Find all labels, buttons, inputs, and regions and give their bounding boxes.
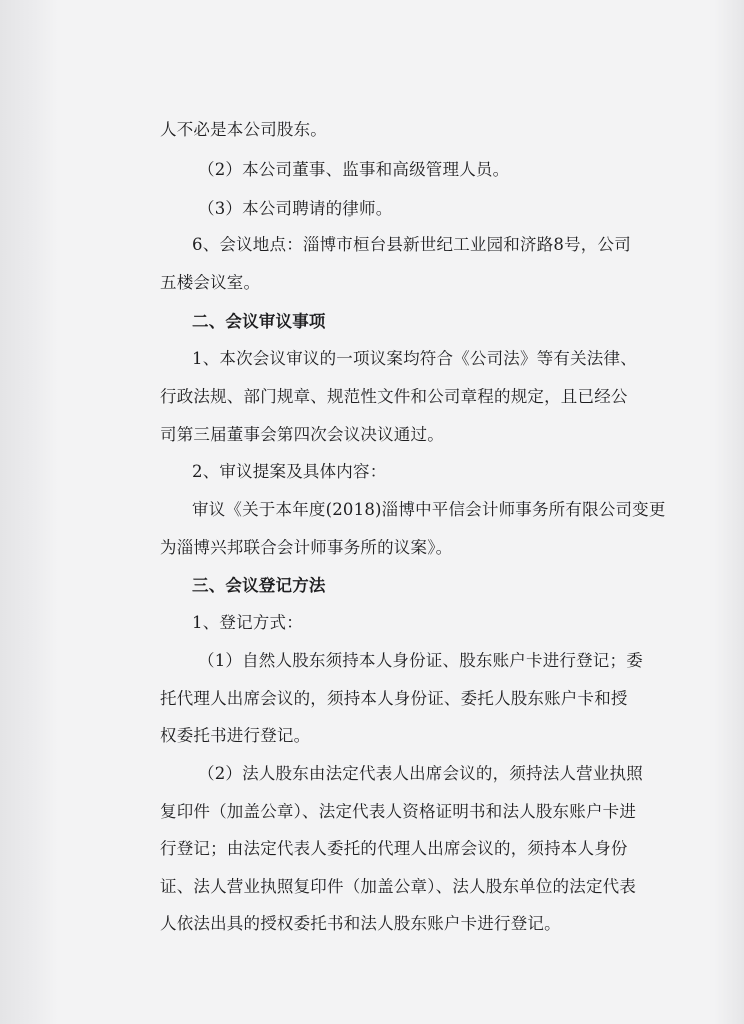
text-line: 1、登记方式： — [192, 613, 303, 632]
text-line: （1）自然人股东须持本人身份证、股东账户卡进行登记；委 — [198, 651, 643, 670]
text-line: 人不必是本公司股东。 — [160, 120, 327, 139]
text-line: 2、审议提案及具体内容： — [192, 462, 387, 481]
text-line: 人依法出具的授权委托书和法人股东账户卡进行登记。 — [160, 914, 561, 933]
text-line: 托代理人出席会议的，须持本人身份证、委托人股东账户卡和授 — [160, 689, 628, 708]
text-line: 司第三届董事会第四次会议决议通过。 — [160, 425, 444, 444]
section-heading-registration: 三、会议登记方法 — [192, 576, 326, 595]
section-heading-agenda: 二、会议审议事项 — [192, 312, 326, 331]
list-item-attendee-3: （3）本公司聘请的律师。 — [198, 199, 393, 218]
meeting-location: 6、会议地点：淄博市桓台县新世纪工业园和济路8号，公司 — [192, 235, 631, 254]
text-line: 为淄博兴邦联合会计师事务所的议案》。 — [160, 538, 453, 557]
text-line: 复印件（加盖公章）、法定代表人资格证明书和法人股东账户卡进 — [160, 802, 637, 821]
text-line: 五楼会议室。 — [160, 273, 261, 292]
text-line: （2）法人股东由法定代表人出席会议的，须持法人营业执照 — [198, 764, 643, 783]
proposal-text: 审议《关于本年度(2018)淄博中平信会计师事务所有限公司变更 — [192, 500, 666, 519]
text-line: 1、本次会议审议的一项议案均符合《公司法》等有关法律、 — [192, 349, 637, 368]
text-line: 行登记；由法定代表人委托的代理人出席会议的，须持本人身份 — [160, 839, 628, 858]
text-line: 证、法人营业执照复印件（加盖公章）、法人股东单位的法定代表 — [160, 877, 637, 896]
list-item-attendee-2: （2）本公司董事、监事和高级管理人员。 — [198, 160, 510, 179]
text-line: 权委托书进行登记。 — [160, 726, 311, 745]
text-line: 行政法规、部门规章、规范性文件和公司章程的规定，且已经公 — [160, 387, 628, 406]
